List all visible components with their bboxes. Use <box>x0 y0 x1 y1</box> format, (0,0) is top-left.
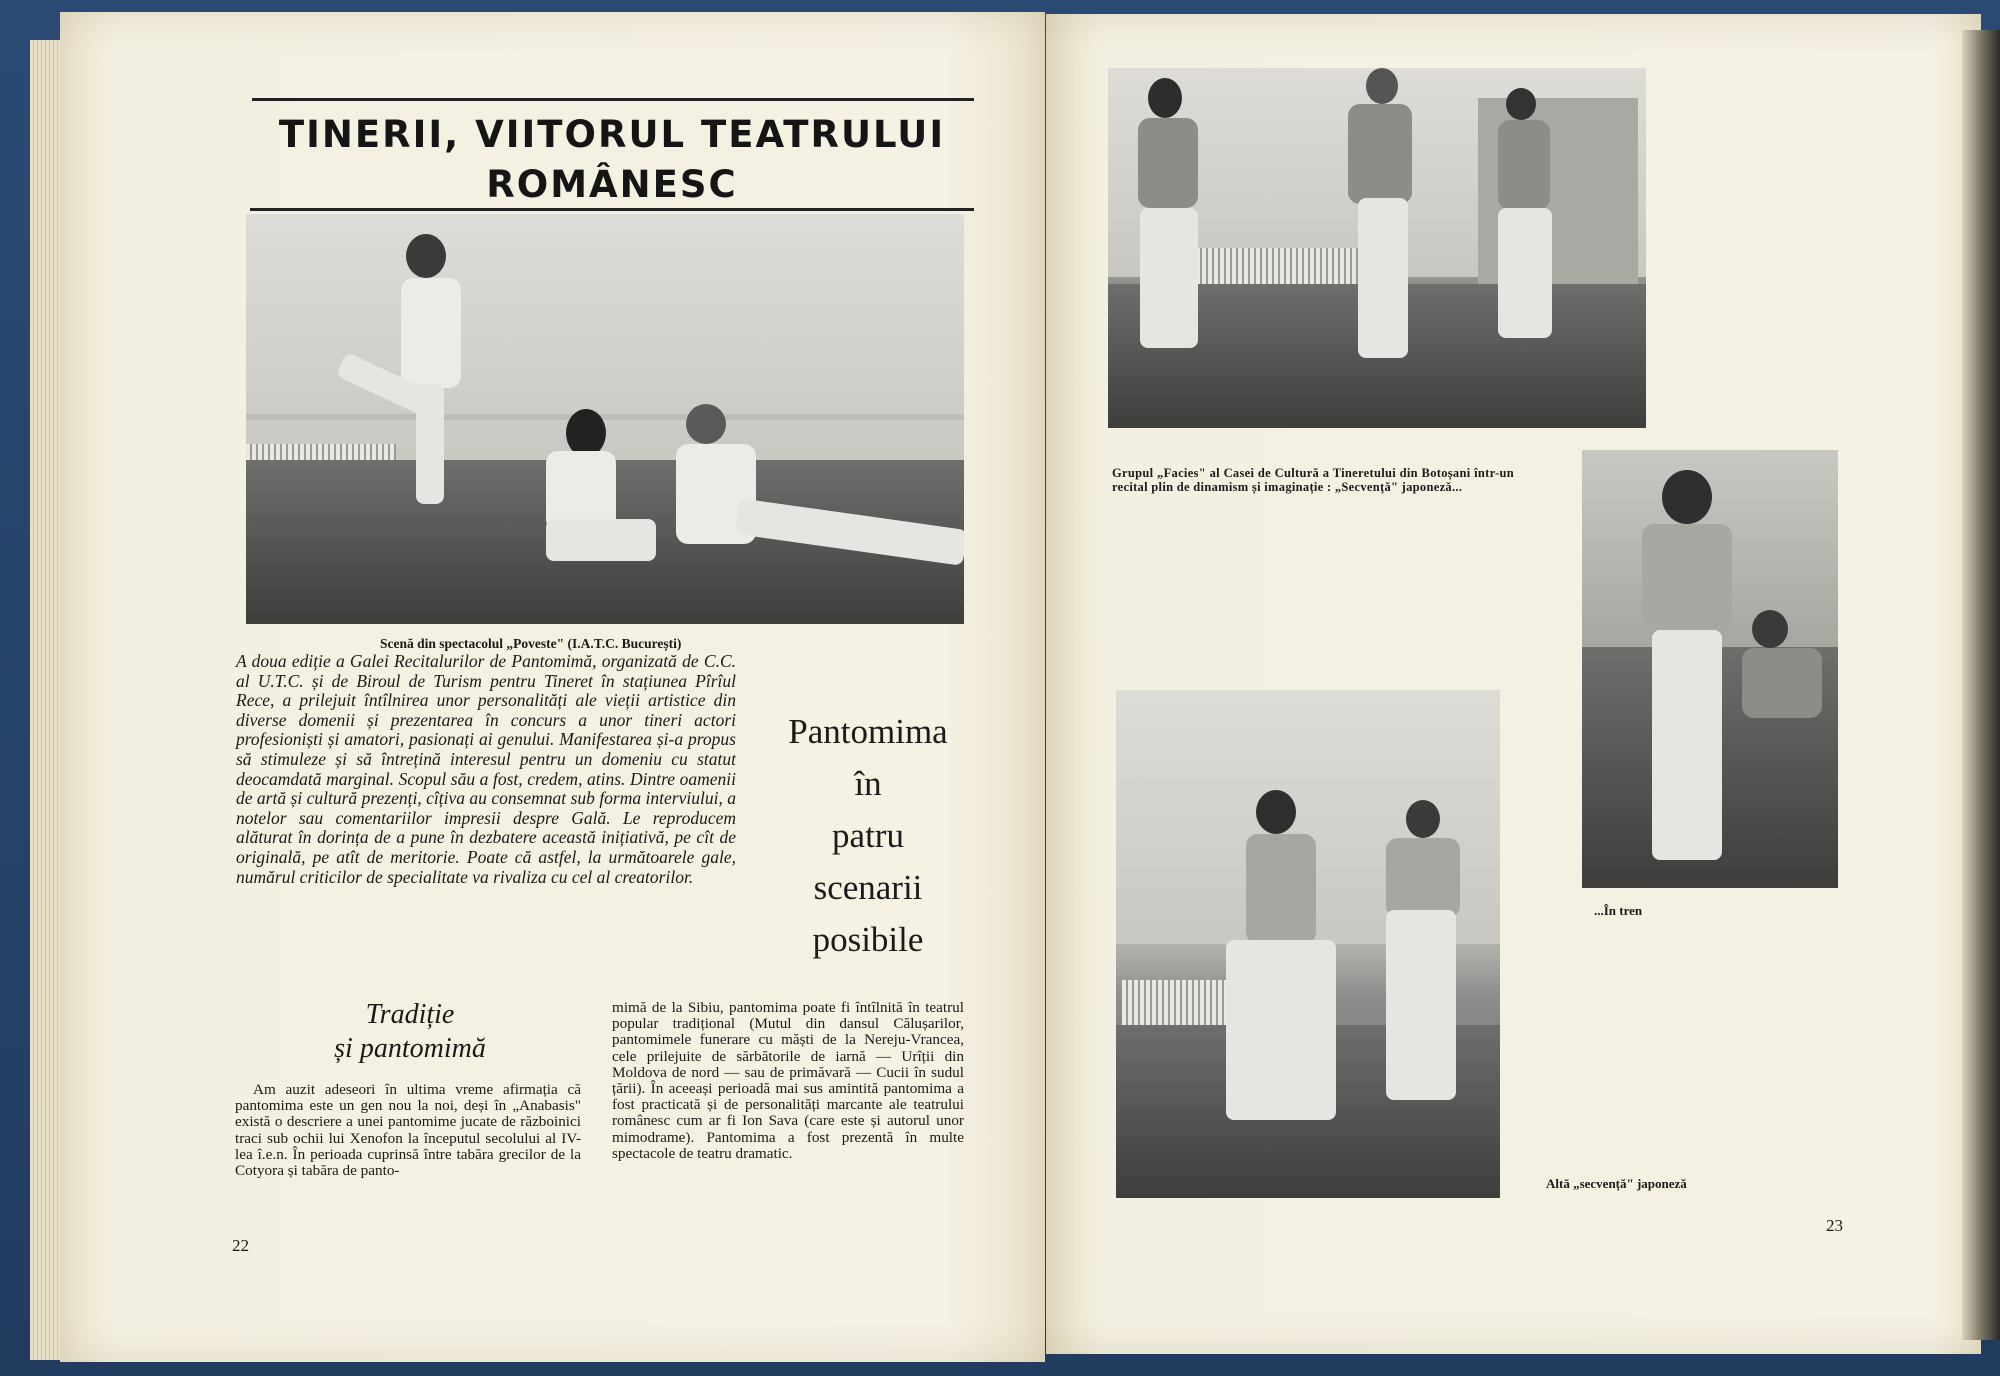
body-column-1: Am auzit adeseori în ultima vreme afirmația că pantomima este un gen nou la noi, deși în „Anabasis" există o descriere a unei pantomime jucate de războinici traci sub ochii lui Xenofon la începutul secolului al IV-lea î.e.n. În perioada cuprinsă între tabăra grecilor de la Cotyora și tabăra de panto- <box>235 1081 581 1180</box>
section-subtitle-line-2: și pantomimă <box>334 1033 486 1064</box>
body-column-2: mimă de la Sibiu, pantomima poate fi întîlnită în teatrul popular tradițional (Mutul din dansul Călușarilor, pantomimele funerare cu măști de la Nereju-Vrancea, cele prilejuite de sărbătorile de iarnă — Urîții din Moldova de nord — sau de primăvară — Cucii în sudul țării). În aceeași perioadă mai sus amintită pantomima a fost practicată și de personalități marcante ale teatrului românesc cum ar fi Ion Sava (care este și autorul unor mimodrame). Pantomima a fost prezentă în multe spectacole de teatru dramatic. <box>612 999 964 1162</box>
photo-alta-secventa <box>1116 690 1500 1198</box>
photo-caption-in-tren: ...În tren <box>1594 903 1643 918</box>
article-title <box>758 706 978 966</box>
article-title-word-2: în <box>854 764 882 803</box>
page-number-left: 22 <box>232 1236 249 1255</box>
page-edges <box>30 40 64 1360</box>
photo-facies-group <box>1108 68 1646 428</box>
section-subtitle <box>285 998 535 1066</box>
photo-poveste <box>246 214 964 624</box>
page-number-right: 23 <box>1826 1216 1843 1235</box>
article-title-word-1: Pantomima <box>788 712 948 751</box>
intro-paragraph: A doua ediție a Galei Recitalurilor de Pantomimă, organizată de C.C. al U.T.C. și de Biroul de Turism pentru Tineret în stațiunea Pîrîul Rece, a prilejuit întîlnirea unor personalități ale vieții artistice din diverse domenii și prezentarea în concurs a unor tineri actori profesioniști și amatori, pasionați ai genului. Manifestarea și-a propus să stimuleze și să întrețină interesul pentru un domeniu cu statut deocamdată marginal. Scopul său a fost, credem, atins. Dintre oamenii de artă și cultură prezenți, cîțiva au consemnat sub forma interviului, a notelor sau comentariilor impresii despre Gală. Le reproducem alăturat în dorința de a pune în dezbatere această inițiativă, pe cît de originală, pe atît de meritorie. Poate că astfel, la următoarele gale, numărul criticilor de specialitate va rivaliza cu cel al creatorilor. <box>236 651 736 887</box>
headline-line-1: TINERII, VIITORUL TEATRULUI <box>278 113 946 156</box>
article-title-word-3: patru <box>832 816 904 855</box>
article-title-word-4: scenarii <box>813 868 923 907</box>
photo-in-tren <box>1582 450 1838 888</box>
headline-bottom-rule <box>250 208 974 211</box>
photo-caption-alta-secventa: Altă „secvență" japoneză <box>1546 1176 1687 1191</box>
headline-line-2: ROMÂNESC <box>486 163 738 206</box>
photo-caption-poveste: Scenă din spectacolul „Poveste" (I.A.T.C. București) <box>380 636 682 651</box>
right-edge-pages <box>1962 30 2000 1340</box>
headline <box>252 110 972 210</box>
headline-top-rule <box>252 98 974 101</box>
section-subtitle-line-1: Tradiție <box>365 999 455 1030</box>
photo-caption-facies: Grupul „Facies" al Casei de Cultură a Tineretului din Botoșani într-un recital plin de dinamism și imaginație : „Secvență" japoneză... <box>1112 466 1514 494</box>
article-title-word-5: posibile <box>812 920 924 959</box>
